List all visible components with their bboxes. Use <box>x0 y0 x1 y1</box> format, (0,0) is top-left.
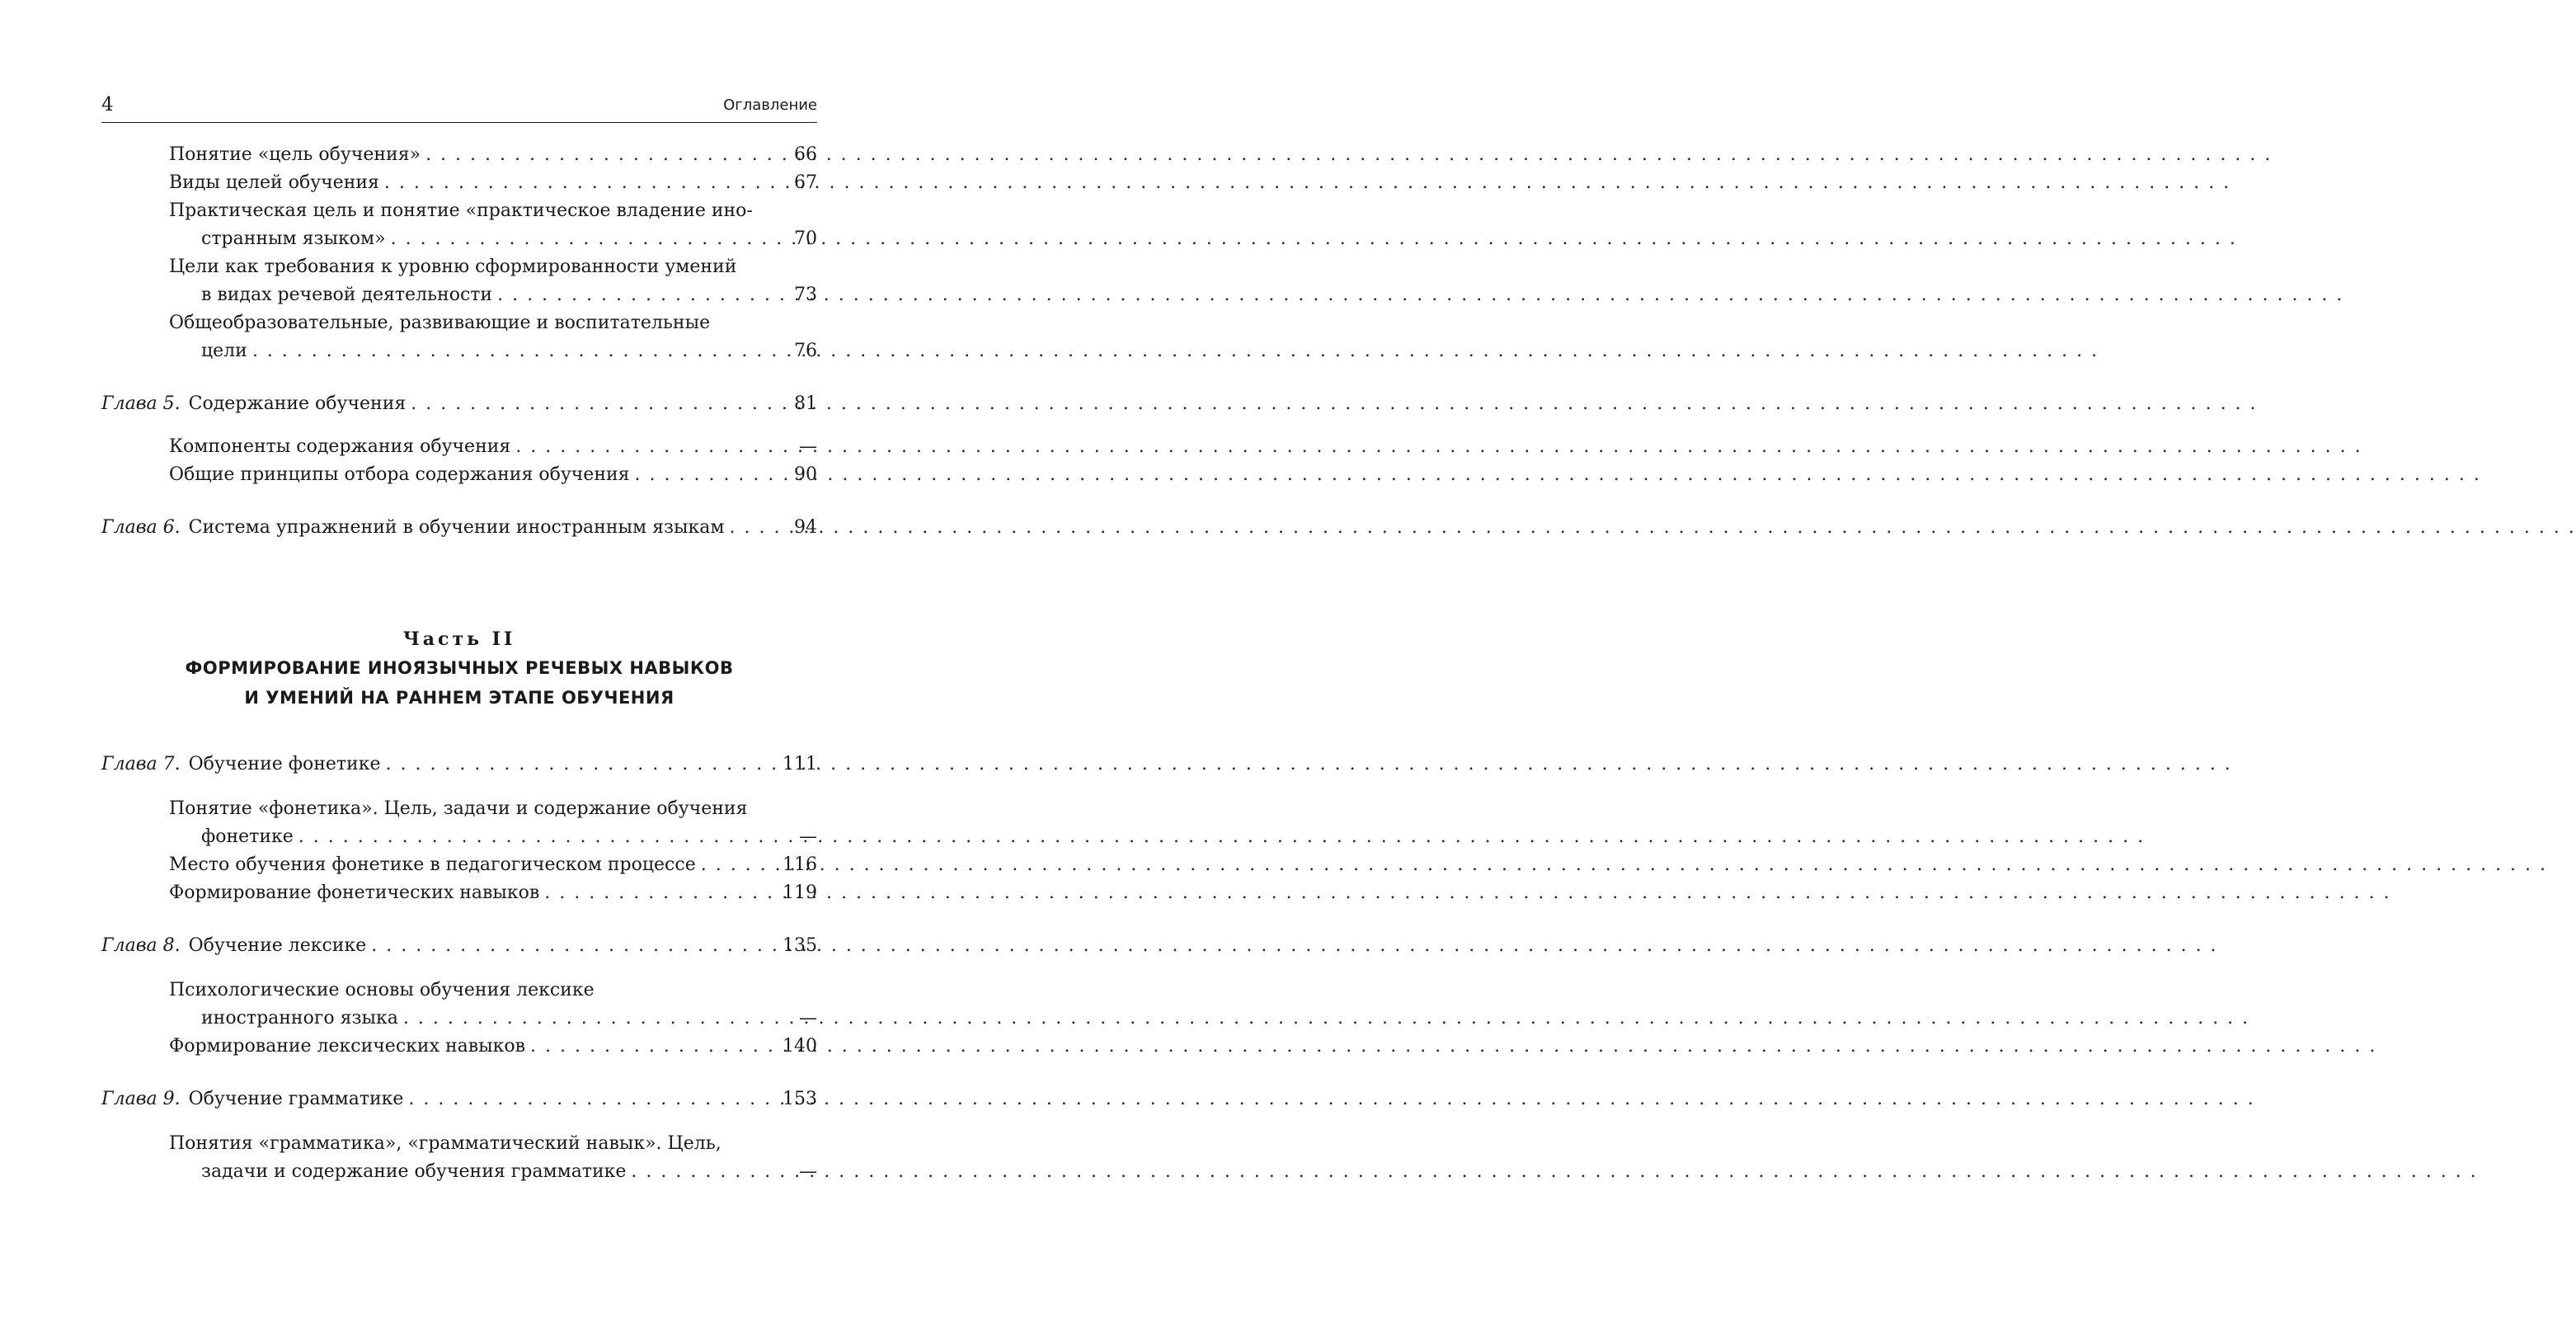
toc-entry-title: Формирование фонетических навыков <box>169 883 540 903</box>
chapter-label: Глава 6. <box>101 517 181 538</box>
toc-entry-page: 66 <box>794 144 817 165</box>
dot-leader <box>386 751 778 779</box>
toc-chapter-7 <box>101 751 817 779</box>
toc-entry-title-cont: в видах речевой деятельности <box>201 285 493 305</box>
toc-entry-page: — <box>799 1008 817 1028</box>
toc-entry-title-cont: цели <box>201 341 247 361</box>
book-page <box>0 0 910 1332</box>
toc-entry-title-cont: иностранного языка <box>201 1008 398 1028</box>
toc-entry-line2 <box>101 823 817 851</box>
dot-leader <box>403 1005 794 1033</box>
toc-entry-title-cont: странным языком» <box>201 228 386 249</box>
toc-entry-title: Понятие «цель обучения» <box>169 144 421 165</box>
toc-entry-line1 <box>101 1130 817 1158</box>
part-heading <box>101 625 817 713</box>
toc-chapter-5 <box>101 390 817 418</box>
dot-leader <box>371 932 778 960</box>
toc-upper <box>101 141 817 542</box>
toc-entry-line1 <box>101 309 817 337</box>
dot-leader <box>631 1158 794 1186</box>
dot-leader <box>701 851 778 879</box>
toc-entry-line1 <box>101 795 817 823</box>
dot-leader <box>298 823 794 851</box>
part-title-line1: ФОРМИРОВАНИЕ ИНОЯЗЫЧНЫХ РЕЧЕВЫХ НАВЫКОВ <box>185 658 734 678</box>
chapter-title: Обучение лексике <box>188 935 367 956</box>
toc-entry-title: Компоненты содержания обучения <box>169 436 511 457</box>
toc-entry <box>101 461 817 489</box>
chapter-title: Система упражнений в обучении иностранным языкам <box>188 517 725 538</box>
dot-leader <box>391 225 789 253</box>
dot-leader <box>515 433 794 461</box>
chapter-page: 94 <box>794 517 817 538</box>
toc-entry-line2 <box>101 225 817 253</box>
toc-entry-page: 116 <box>783 854 817 875</box>
header-rule <box>101 122 817 123</box>
toc-entry-title: Психологические основы обучения лексике <box>169 980 595 1000</box>
toc-entry-page: 70 <box>794 228 817 249</box>
toc-entry-page: — <box>799 436 817 457</box>
chapter-page: 153 <box>783 1089 817 1109</box>
running-head <box>101 92 817 117</box>
toc-entry-page: — <box>799 1161 817 1182</box>
dot-leader <box>544 879 778 907</box>
dot-leader <box>635 461 789 489</box>
chapter-title: Обучение фонетике <box>188 754 381 774</box>
toc-entry-page: 119 <box>783 883 817 903</box>
toc-entry-line1 <box>101 253 817 281</box>
toc-entry-line1 <box>101 977 817 1005</box>
toc-entry <box>101 141 817 169</box>
toc-entry-title: Место обучения фонетике в педагогическом процессе <box>169 854 696 875</box>
dot-leader <box>729 514 789 542</box>
chapter-label: Глава 8. <box>101 935 181 956</box>
toc-entry-page: 140 <box>783 1036 817 1057</box>
dot-leader <box>530 1033 778 1061</box>
dot-leader <box>411 390 789 418</box>
toc-lower <box>101 751 817 1186</box>
chapter-page: 111 <box>783 754 817 774</box>
toc-entry-title: Формирование лексических навыков <box>169 1036 526 1057</box>
part-title-line2: И УМЕНИЙ НА РАННЕМ ЭТАПЕ ОБУЧЕНИЯ <box>244 688 675 708</box>
toc-entry <box>101 169 817 197</box>
toc-entry-title: Понятие «фонетика». Цель, задачи и содержание обучения <box>169 798 748 819</box>
chapter-title: Обучение грамматике <box>188 1089 404 1109</box>
toc-entry <box>101 851 817 879</box>
dot-leader <box>497 281 789 309</box>
toc-entry-title: Цели как требования к уровню сформированности умений <box>169 257 737 277</box>
toc-entry-title: Общие принципы отбора содержания обучения <box>169 464 630 485</box>
toc-entry-page: 90 <box>794 464 817 485</box>
running-section-title: Оглавление <box>723 96 817 114</box>
toc-chapter-8 <box>101 932 817 960</box>
toc-entry-line1 <box>101 197 817 225</box>
chapter-label: Глава 5. <box>101 393 181 414</box>
toc-entry-line2 <box>101 337 817 365</box>
toc-entry-title-cont: задачи и содержание обучения грамматике <box>201 1161 627 1182</box>
toc-entry-page: 67 <box>794 172 817 193</box>
toc-entry-line2 <box>101 1005 817 1033</box>
toc-entry-line2 <box>101 281 817 309</box>
chapter-label: Глава 9. <box>101 1089 181 1109</box>
toc-chapter-9 <box>101 1085 817 1113</box>
chapter-page: 81 <box>794 393 817 414</box>
toc-entry-title: Практическая цель и понятие «практическое владение ино- <box>169 200 753 221</box>
toc-entry <box>101 433 817 461</box>
toc-entry <box>101 879 817 907</box>
toc-entry-page: 76 <box>794 341 817 361</box>
dot-leader <box>425 141 789 169</box>
toc-entry-page: 73 <box>794 285 817 305</box>
toc-entry-line2 <box>101 1158 817 1186</box>
toc-entry <box>101 1033 817 1061</box>
dot-leader <box>408 1085 778 1113</box>
toc-entry-title-cont: фонетике <box>201 826 294 847</box>
chapter-title: Содержание обучения <box>188 393 407 414</box>
toc-entry-title: Понятия «грамматика», «грамматический навык». Цель, <box>169 1133 722 1154</box>
part-label: Часть II <box>402 628 516 650</box>
toc-chapter-6 <box>101 514 817 542</box>
chapter-page: 135 <box>783 935 817 956</box>
toc-entry-page: — <box>799 826 817 847</box>
toc-entry-title: Виды целей обучения <box>169 172 379 193</box>
toc-entry-title: Общеобразовательные, развивающие и воспитательные <box>169 313 711 333</box>
chapter-label: Глава 7. <box>101 754 181 774</box>
dot-leader <box>384 169 789 197</box>
page-number: 4 <box>101 94 114 115</box>
dot-leader <box>252 337 789 365</box>
